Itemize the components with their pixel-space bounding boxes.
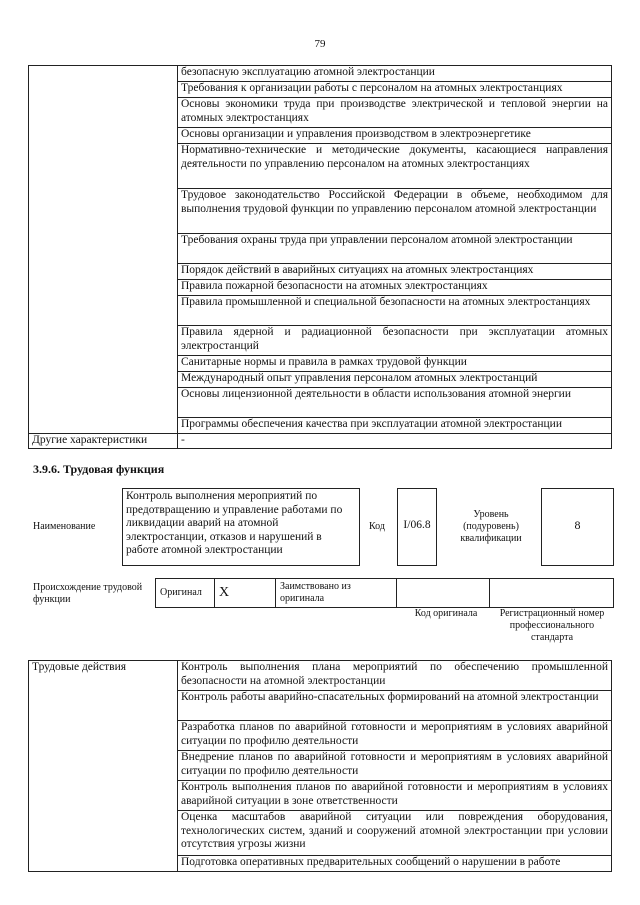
borrowed-label: Заимствовано из оригинала <box>276 579 397 608</box>
function-name-box <box>122 488 360 566</box>
reg-number-label: Регистрационный номер профессионального стандарта <box>499 608 605 643</box>
name-label: Наименование <box>33 521 96 532</box>
code-original-label: Код оригинала <box>414 608 478 619</box>
knowledge-item: Международный опыт управления персоналом атомных электростанций <box>178 372 612 388</box>
code-box <box>397 488 437 566</box>
page-number: 79 <box>314 38 326 50</box>
code-value: I/06.8 <box>403 519 431 531</box>
knowledge-item: Нормативно-технические и методические документы, касающиеся направления деятельности по управлению персоналом на атомных электростанциях <box>178 144 612 189</box>
knowledge-item: Порядок действий в аварийных ситуациях на атомных электростанциях <box>178 264 612 280</box>
origin-label: Происхождение трудовой функции <box>33 582 143 605</box>
original-mark: X <box>215 579 276 608</box>
code-original-cell <box>397 579 490 608</box>
labor-actions-table <box>28 660 612 872</box>
level-value: 8 <box>574 518 581 532</box>
origin-table <box>155 578 614 608</box>
labor-action-item: Разработка планов по аварийной готовности и мероприятиям в условиях аварийной ситуации по профилю деятельности <box>178 721 612 751</box>
left-empty-cell <box>29 66 178 434</box>
knowledge-item: Основы лицензионной деятельности в области использования атомной энергии <box>178 388 612 418</box>
level-label: Уровень (подуровень) квалификации <box>460 509 522 544</box>
knowledge-item: безопасную эксплуатацию атомной электростанции <box>178 66 612 82</box>
knowledge-item: Правила ядерной и радиационной безопасности при эксплуатации атомных электростанций <box>178 326 612 356</box>
labor-action-item: Оценка масштабов аварийной ситуации или повреждения оборудования, технологических систем, зданий и сооружений атомной электростанции при условии отсутствия угрозы жизни <box>178 811 612 856</box>
knowledge-item: Основы организации и управления производством в электроэнергетике <box>178 128 612 144</box>
labor-action-item: Внедрение планов по аварийной готовности и мероприятиям в условиях аварийной ситуации по профилю деятельности <box>178 751 612 781</box>
knowledge-item: Трудовое законодательство Российской Федерации в объеме, необходимом для выполнения трудовой функции по управлению персоналом атомной электростанции <box>178 189 612 234</box>
knowledge-item: Правила пожарной безопасности на атомных электростанциях <box>178 280 612 296</box>
other-characteristics-label: Другие характеристики <box>29 434 178 449</box>
original-label: Оригинал <box>156 579 215 608</box>
labor-action-item: Подготовка оперативных предварительных сообщений о нарушении в работе <box>178 856 612 872</box>
level-box <box>541 488 614 566</box>
knowledge-item: Программы обеспечения качества при эксплуатации атомной электростанции <box>178 418 612 434</box>
knowledge-item: Основы экономики труда при производстве электрической и тепловой энергии на атомных электростанциях <box>178 98 612 128</box>
knowledge-item: Требования к организации работы с персоналом на атомных электростанциях <box>178 82 612 98</box>
other-characteristics-value: - <box>178 434 612 449</box>
reg-number-cell <box>490 579 614 608</box>
labor-action-item: Контроль выполнения плана мероприятий по обеспечению промышленной безопасности на атомной электростанции <box>178 661 612 691</box>
code-label: Код <box>369 521 385 532</box>
knowledge-item: Санитарные нормы и правила в рамках трудовой функции <box>178 356 612 372</box>
labor-actions-label: Трудовые действия <box>29 661 178 872</box>
knowledge-table <box>28 65 612 449</box>
labor-action-item: Контроль работы аварийно-спасательных формирований на атомной электростанции <box>178 691 612 721</box>
section-heading: 3.9.6. Трудовая функция <box>33 462 165 476</box>
labor-action-item: Контроль выполнения планов по аварийной готовности и мероприятиям в условиях аварийной ситуации в зоне ответственности <box>178 781 612 811</box>
function-name: Контроль выполнения мероприятий по предотвращению и управление работами по ликвидации аварий на атомной электростанции, отказов и нарушений в работе атомной электростанции <box>126 490 343 556</box>
knowledge-item: Правила промышленной и специальной безопасности на атомных электростанциях <box>178 296 612 326</box>
knowledge-item: Требования охраны труда при управлении персоналом атомной электростанции <box>178 234 612 264</box>
